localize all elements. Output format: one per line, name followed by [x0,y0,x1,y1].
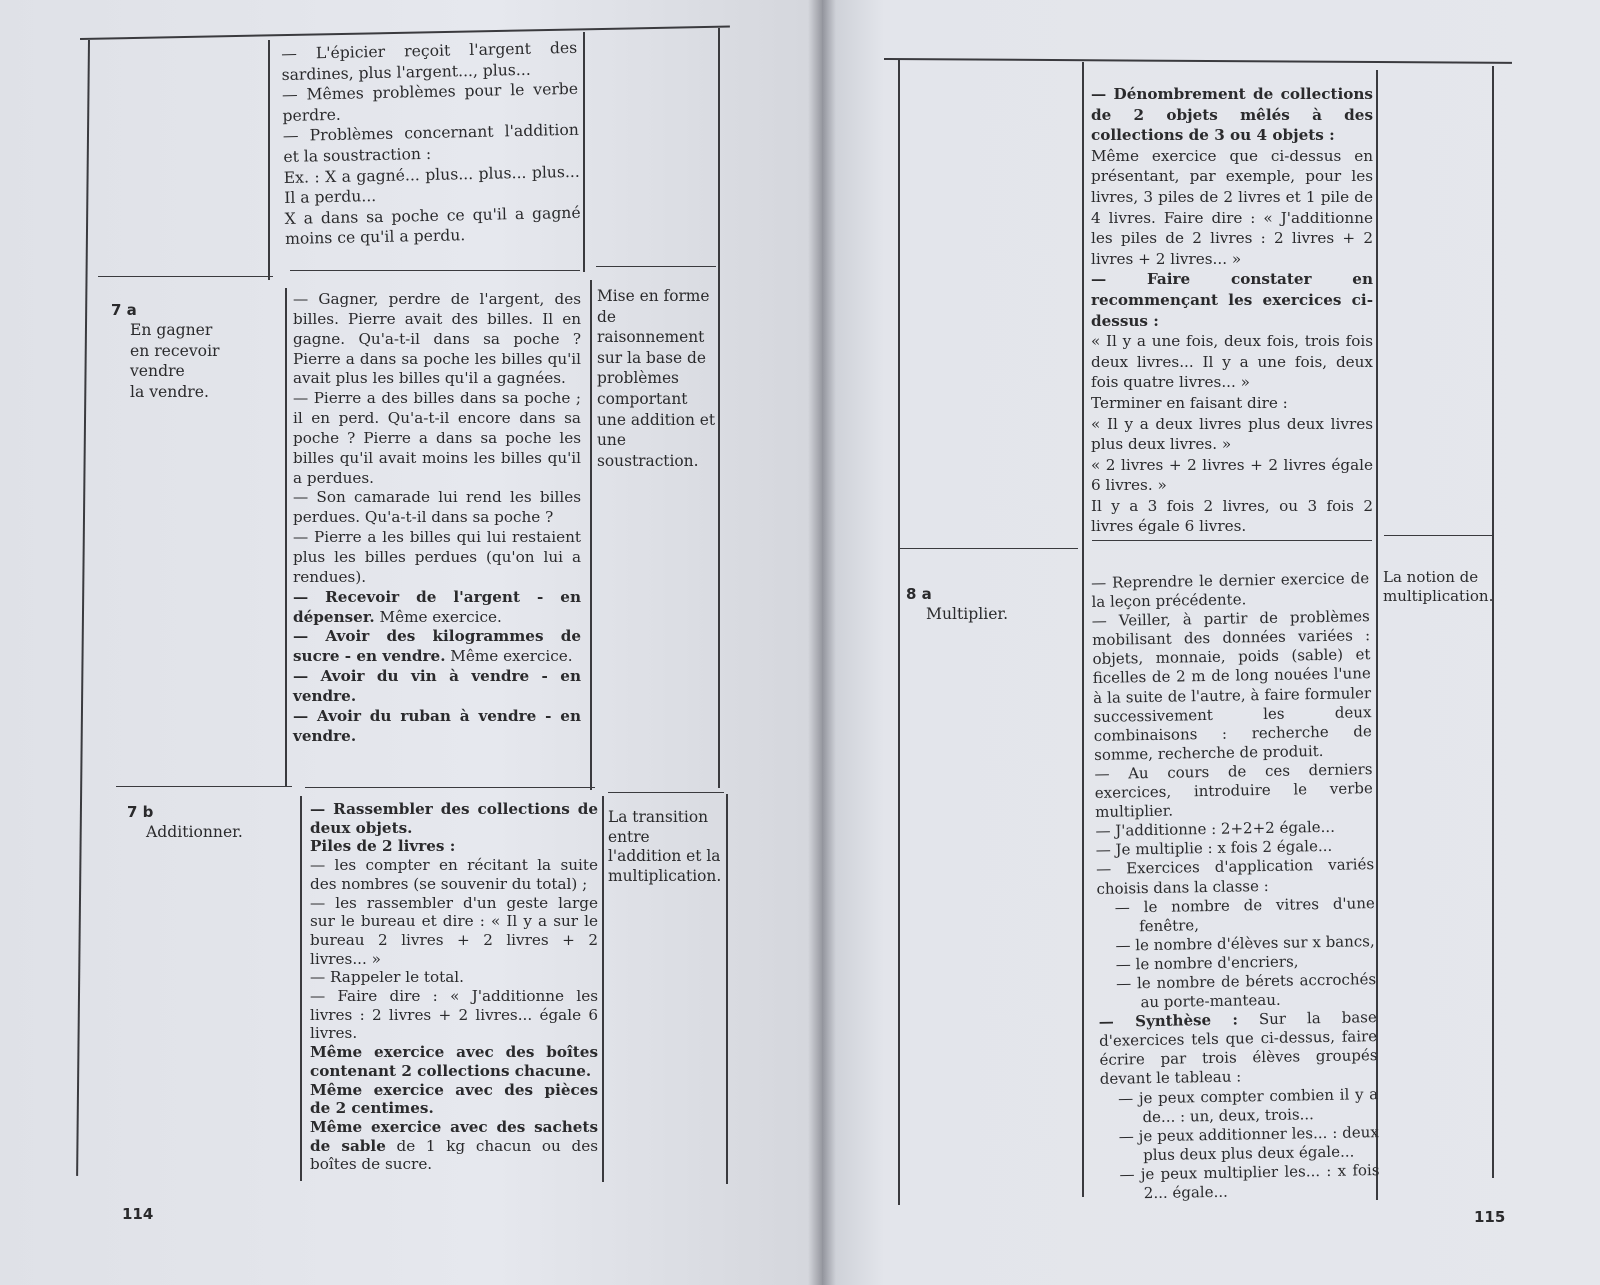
paragraph [1091,393,1373,414]
row-7b-objective [608,808,722,886]
row-separator [1092,540,1372,541]
row-7a-label [111,300,271,402]
text-line: X a dans sa poche ce qu'il a gagné moins ce qu'il a perdu. [284,203,581,249]
text: Même exercice. [445,647,573,666]
text: — Au cours de ces derniers exercices, introduire le verbe multiplier. [1094,760,1373,822]
sub-item: — je peux multiplier les... : x fois 2... égale... [1119,1160,1380,1203]
text: Même exercice. [374,607,502,626]
page-number: 114 [122,1205,154,1223]
col-rule-2 [583,32,585,272]
outer-left-rule [898,60,900,1205]
paragraph [1091,569,1370,612]
lesson-number: 8 a [906,585,932,603]
col-rule-1 [1082,62,1084,1197]
text-line: — Mêmes problèmes pour le verbe perdre. [281,79,579,125]
text: — Faire dire : « J'additionne les livres : 2 livres + 2 livres... égale 6 livres. [310,987,598,1043]
bold-text: — Synthèse : [1098,1010,1239,1032]
top-rule [80,26,730,40]
paragraph [1091,269,1373,331]
row-separator [98,276,273,277]
text: « 2 livres + 2 livres + 2 livres égale 6 livres. » [1091,455,1373,495]
paragraph [1096,856,1375,899]
bold-text: — Avoir des kilogrammes de sucre - en vendre. [293,627,581,666]
lesson-label: la vendre. [130,382,209,401]
row-separator [305,787,595,788]
text: — Je multiplie : x fois 2 égale... [1095,837,1333,860]
lesson-label: vendre [130,362,185,381]
row-7a-objective [597,286,721,471]
row-separator [290,270,580,271]
row-7a-content [293,290,581,746]
objective-text: La transition entre l'addition et la multiplication. [608,808,722,885]
bold-text: Piles de 2 livres : [310,837,456,856]
paragraph [293,707,581,747]
lesson-label: en recevoir [130,341,220,360]
col-rule-1c [300,796,302,1181]
text: — Reprendre le dernier exercice de la leçon précédente. [1091,569,1370,612]
row-8a-objective [1383,568,1495,606]
continued-content [1091,84,1373,537]
paragraph [293,588,581,628]
text: « Il y a deux livres plus deux livres plus deux livres. » [1091,414,1373,454]
col-rule-1b [285,288,287,786]
paragraph [1091,146,1373,270]
row-separator [900,548,1078,549]
paragraph [293,488,581,528]
paragraph [1119,1123,1380,1166]
paragraph [293,627,581,667]
continued-content [281,38,581,250]
sub-item: — le nombre d'encriers, [1115,952,1299,974]
paragraph [1091,84,1373,146]
paragraph [1099,1008,1378,1089]
text: — Son camarade lui rend les billes perdues. Qu'a-t-il dans sa poche ? [293,488,581,527]
lesson-number: 7 b [127,803,154,821]
col-rule-1 [268,40,270,280]
col-rule-2b [590,280,592,790]
paragraph [293,389,581,488]
text: — les compter en récitant la suite des nombres (se souvenir du total) ; [310,856,598,893]
text: de 1 kg chacun ou des boîtes de sucre. [310,1136,598,1174]
book-gutter [808,0,836,1285]
text: — Veiller, à partir de problèmes mobilisant des données variées : objets, monnaie, poids (sable) et ficelles de 2 m de long nouées l'une à la suite de l'autre, à faire formuler successivement les deux combinaisons : recherche de somme, recherche de produit. [1091,607,1372,764]
bold-text: — Avoir du ruban à vendre - en vendre. [293,706,581,745]
text-line: — L'épicier reçoit l'argent des sardines, plus l'argent..., plus... [281,38,578,84]
lesson-label: Multiplier. [926,605,1009,624]
paragraph [1094,760,1373,822]
bold-text: — Recevoir de l'argent - en dépenser. [293,587,581,626]
sub-item: — je peux compter combien il y a de... : un, deux, trois... [1117,1084,1379,1126]
paragraph [293,290,581,389]
bold-text: — Faire constater en recommençant les exercices ci-dessus : [1091,270,1373,330]
paragraph [310,1043,598,1080]
lesson-number: 7 a [111,301,137,319]
row-7b-label [127,802,295,843]
objective-text: La notion de multiplication. [1383,568,1494,605]
row-separator [1384,535,1492,536]
sub-item: — le nombre de bérets accrochés au porte-manteau. [1115,970,1377,1012]
paragraph [1091,331,1373,393]
text: « Il y a une fois, deux fois, trois fois deux livres... Il y a une fois, deux fois quatre livres... » [1091,332,1373,392]
sub-item: — je peux additionner les... : deux plus deux plus deux égale... [1118,1122,1379,1164]
paragraph [293,667,581,707]
outer-left-rule [76,40,90,1176]
text: Terminer en faisant dire : [1091,393,1288,412]
outer-right-rule [1492,66,1494,1178]
bold-text: Même exercice avec des boîtes contenant 2 collections chacune. [310,1043,598,1080]
paragraph [1116,970,1377,1013]
row-8a-label [906,584,1076,625]
col-rule-2c [602,796,604,1182]
paragraph [310,1118,598,1174]
paragraph [310,800,598,837]
bold-text: — Rassembler des collections de deux objets. [310,800,598,837]
paragraph [1091,455,1373,496]
top-rule [884,58,1512,64]
objective-text: Mise en forme de raisonnement sur la base de problèmes comportant une addition et une soustraction. [597,287,716,470]
text: Même exercice que ci-dessus en présentant, par exemple, pour les livres, 3 piles de 2 livres et 1 pile de 4 livres. Faire dire : « J'additionne les piles de 2 livres : 2 livres + 2 livres + 2 livres... » [1091,146,1373,268]
right-page [822,0,1600,1285]
paragraph [310,837,598,856]
text-line: Ex. : X a gagné... plus... plus... plus... Il a perdu... [283,162,580,208]
row-separator [608,792,724,793]
paragraph [310,968,598,987]
paragraph [1091,414,1373,455]
row-separator [116,786,292,787]
paragraph [1092,607,1373,765]
text: — Pierre a des billes dans sa poche ; il en perd. Qu'a-t-il encore dans sa poche ? Pierre a dans sa poche les billes qu'il avait moins les billes qu'il a perdues. [293,389,581,487]
paragraph [310,987,598,1043]
paragraph [1119,1161,1380,1204]
text: — Exercices d'application variés choisis dans la classe : [1095,855,1375,898]
text: — Pierre a les billes qui lui restaient plus les billes perdues (qu'on lui a rendues). [293,528,581,586]
row-separator [596,266,716,267]
bold-text: Même exercice avec des sachets de sable [310,1117,598,1155]
paragraph [310,1081,598,1118]
lesson-label: Additionner. [146,823,243,842]
sub-item: — le nombre d'élèves sur x bancs, [1115,931,1375,955]
bold-text: — Avoir du vin à vendre - en vendre. [293,667,581,705]
sub-item: — le nombre de vitres d'une fenêtre, [1114,893,1375,935]
row-7b-content [310,800,598,1174]
paragraph [1115,894,1376,937]
paragraph [310,856,598,893]
text-line: — Problèmes concernant l'addition et la soustraction : [282,121,580,166]
text: — les rassembler d'un geste large sur le bureau et dire : « Il y a sur le bureau 2 livres + 2 livres + 2 livres... » [310,893,598,968]
text: Il y a 3 fois 2 livres, ou 3 fois 2 livres égale 6 livres. [1091,496,1373,536]
page-number: 115 [1474,1208,1506,1226]
paragraph [1091,496,1373,537]
text: — J'additionne : 2+2+2 égale... [1095,818,1336,841]
text: Sur la base d'exercices tels que ci-dessus, faire écrire par trois élèves groupés devant le tableau : [1098,1008,1378,1089]
paragraph [1118,1085,1379,1128]
text: — Rappeler le total. [310,968,464,987]
paragraph [293,528,581,588]
text: — Gagner, perdre de l'argent, des billes. Pierre avait des billes. Il en gagne. Qu'a-t-il dans sa poche ? Pierre a dans sa poche les billes qu'il avait plus les billes qu'il a gagnées. [293,290,581,388]
row-8a-content [1091,569,1380,1204]
bold-text: — Dénombrement de collections de 2 objets mêlés à des collections de 3 ou 4 objets : [1091,85,1373,145]
paragraph [310,894,598,969]
outer-right-rule-b [726,794,728,1184]
lesson-label: En gagner [130,321,213,340]
bold-text: Même exercice avec des pièces de 2 centimes. [310,1080,598,1118]
